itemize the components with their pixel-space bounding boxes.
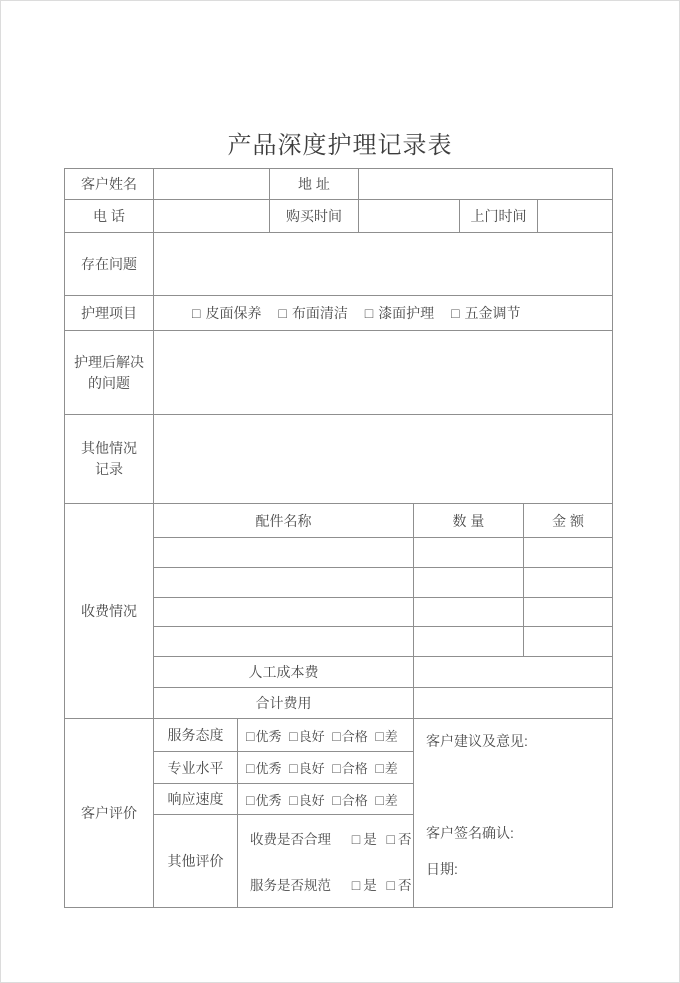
professional-level-ratings-cell: [238, 752, 414, 784]
response-speed-ratings-cell: [238, 784, 414, 815]
suggestions-signature-content: [414, 719, 612, 879]
other-records-label-line1: 其他情况: [81, 440, 137, 456]
rating-poor[interactable]: [375, 758, 397, 777]
resolved-label-line1: 护理后解决: [74, 353, 144, 370]
fee-item-name-cell[interactable]: [154, 598, 414, 627]
visit-time-label: 上门时间: [460, 200, 538, 233]
resolved-label-line2: 的问题: [88, 374, 130, 391]
checkbox-icon: □: [451, 305, 460, 321]
other-records-label: [65, 415, 154, 504]
criterion-professional-level: 专业水平: [154, 752, 238, 784]
charge-no-option[interactable]: [387, 832, 412, 847]
checkbox-icon: □: [351, 877, 361, 893]
option-paint-care[interactable]: [365, 303, 434, 323]
fees-col-quantity: 数 量: [414, 504, 524, 538]
other-evaluation-label: 其他评价: [154, 815, 238, 908]
fee-item-amount-cell[interactable]: [524, 598, 613, 627]
fee-item-amount-cell[interactable]: [524, 627, 613, 657]
checkbox-icon: □: [386, 831, 395, 847]
suggestions-label: 客户建议及意见:: [426, 733, 528, 749]
row-service-attitude: [65, 719, 613, 752]
other-evaluation-items-cell: [238, 815, 414, 908]
checkbox-icon: □: [375, 791, 384, 808]
fee-item-name-cell[interactable]: [154, 627, 414, 657]
option-hardware-adjust[interactable]: [451, 303, 520, 323]
purchase-time-input-cell[interactable]: [359, 200, 460, 233]
checkbox-icon: □: [375, 760, 384, 776]
service-no-option[interactable]: [387, 878, 412, 893]
evaluation-section-label: 客户评价: [65, 719, 154, 908]
rating-poor[interactable]: [375, 790, 397, 809]
checkbox-icon: □: [351, 831, 361, 847]
charge-yes-option[interactable]: [352, 832, 377, 847]
other-records-label-line2: 记录: [95, 461, 123, 477]
signature-label: 客户签名确认:: [426, 825, 514, 841]
no-label: 否: [397, 832, 412, 847]
rating-pass[interactable]: [332, 758, 367, 777]
address-label: 地 址: [270, 169, 359, 200]
rating-label: 合格: [341, 728, 368, 744]
charge-reasonable-label: 收费是否合理: [250, 832, 331, 847]
other-evaluation-items: [238, 815, 413, 907]
option-fabric-clean[interactable]: [278, 303, 347, 323]
criterion-service-attitude: 服务态度: [154, 719, 238, 752]
date-label: 日期:: [426, 861, 458, 877]
fee-item-quantity-cell[interactable]: [414, 627, 524, 657]
total-cost-label: 合计费用: [154, 688, 414, 719]
checkbox-icon: □: [375, 727, 384, 744]
checkbox-icon: □: [289, 791, 298, 808]
rating-label: 合格: [341, 761, 368, 776]
rating-label: 差: [384, 792, 398, 808]
care-items-label: 护理项目: [65, 296, 154, 331]
option-label: 皮面保养: [205, 305, 262, 321]
checkbox-icon: □: [289, 727, 298, 744]
resolved-input-cell[interactable]: [154, 331, 613, 415]
checkbox-icon: □: [246, 760, 255, 776]
phone-label: 电 话: [65, 200, 154, 233]
labor-cost-input-cell[interactable]: [414, 657, 613, 688]
rating-label: 差: [384, 728, 398, 744]
rating-pass[interactable]: [332, 726, 367, 745]
phone-input-cell[interactable]: [154, 200, 270, 233]
checkbox-icon: □: [192, 305, 201, 321]
rating-good[interactable]: [289, 758, 324, 777]
rating-excellent[interactable]: [246, 726, 281, 745]
rating-label: 良好: [298, 761, 325, 776]
checkbox-icon: □: [246, 727, 255, 744]
customer-name-label: 客户姓名: [65, 169, 154, 200]
checkbox-icon: □: [332, 791, 341, 808]
checkbox-icon: □: [278, 305, 287, 321]
fee-item-amount-cell[interactable]: [524, 538, 613, 568]
fee-item-quantity-cell[interactable]: [414, 598, 524, 627]
rating-good[interactable]: [289, 790, 324, 809]
option-label: 五金调节: [464, 305, 521, 321]
rating-label: 优秀: [255, 792, 282, 808]
address-input-cell[interactable]: [359, 169, 613, 200]
row-resolved: [65, 331, 613, 415]
fee-item-quantity-cell[interactable]: [414, 568, 524, 598]
visit-time-input-cell[interactable]: [538, 200, 613, 233]
row-problems: [65, 233, 613, 296]
checkbox-icon: □: [332, 727, 341, 744]
suggestions-signature-cell[interactable]: [414, 719, 613, 908]
row-care-items: [65, 296, 613, 331]
rating-label: 差: [384, 761, 398, 776]
yes-label: 是: [363, 878, 377, 893]
rating-label: 优秀: [255, 728, 282, 744]
care-record-table: [64, 168, 613, 908]
row-customer-address: [65, 169, 613, 200]
rating-poor[interactable]: [375, 726, 397, 745]
rating-label: 良好: [298, 792, 325, 808]
service-standard-line: [250, 874, 413, 894]
rating-label: 合格: [341, 792, 368, 808]
fees-col-amount: 金 额: [524, 504, 613, 538]
care-items-options-cell: [154, 296, 613, 331]
checkbox-icon: □: [246, 791, 255, 808]
labor-cost-label: 人工成本费: [154, 657, 414, 688]
charge-reasonable-line: [250, 828, 413, 848]
problems-label: 存在问题: [65, 233, 154, 296]
option-leather-care[interactable]: [192, 303, 261, 323]
problems-input-cell[interactable]: [154, 233, 613, 296]
rating-label: 良好: [298, 728, 325, 744]
checkbox-icon: □: [364, 305, 374, 321]
row-phone-times: [65, 200, 613, 233]
checkbox-icon: □: [386, 877, 395, 893]
rating-pass[interactable]: [332, 790, 367, 809]
yes-label: 是: [363, 832, 377, 847]
rating-excellent[interactable]: [246, 790, 281, 809]
fees-col-part-name: 配件名称: [154, 504, 414, 538]
customer-name-input-cell[interactable]: [154, 169, 270, 200]
fees-section-label: 收费情况: [65, 504, 154, 719]
checkbox-icon: □: [332, 760, 341, 776]
service-standard-label: 服务是否规范: [250, 878, 331, 893]
rating-good[interactable]: [289, 726, 324, 745]
fee-item-quantity-cell[interactable]: [414, 538, 524, 568]
form-title: 产品深度护理记录表: [227, 132, 453, 159]
service-attitude-ratings-cell: [238, 719, 414, 752]
row-fees-header: [65, 504, 613, 538]
checkbox-icon: □: [289, 760, 298, 776]
purchase-time-label: 购买时间: [270, 200, 359, 233]
option-label: 布面清洁: [291, 305, 348, 321]
option-label: 漆面护理: [378, 305, 435, 321]
total-cost-input-cell[interactable]: [414, 688, 613, 719]
fee-item-name-cell[interactable]: [154, 538, 414, 568]
other-records-input-cell[interactable]: [154, 415, 613, 504]
rating-label: 优秀: [255, 761, 282, 776]
resolved-label: [65, 331, 154, 415]
criterion-response-speed: 响应速度: [154, 784, 238, 815]
fee-item-name-cell[interactable]: [154, 568, 414, 598]
no-label: 否: [397, 878, 412, 893]
rating-excellent[interactable]: [246, 758, 281, 777]
fee-item-amount-cell[interactable]: [524, 568, 613, 598]
service-yes-option[interactable]: [352, 878, 377, 893]
row-other-records: [65, 415, 613, 504]
